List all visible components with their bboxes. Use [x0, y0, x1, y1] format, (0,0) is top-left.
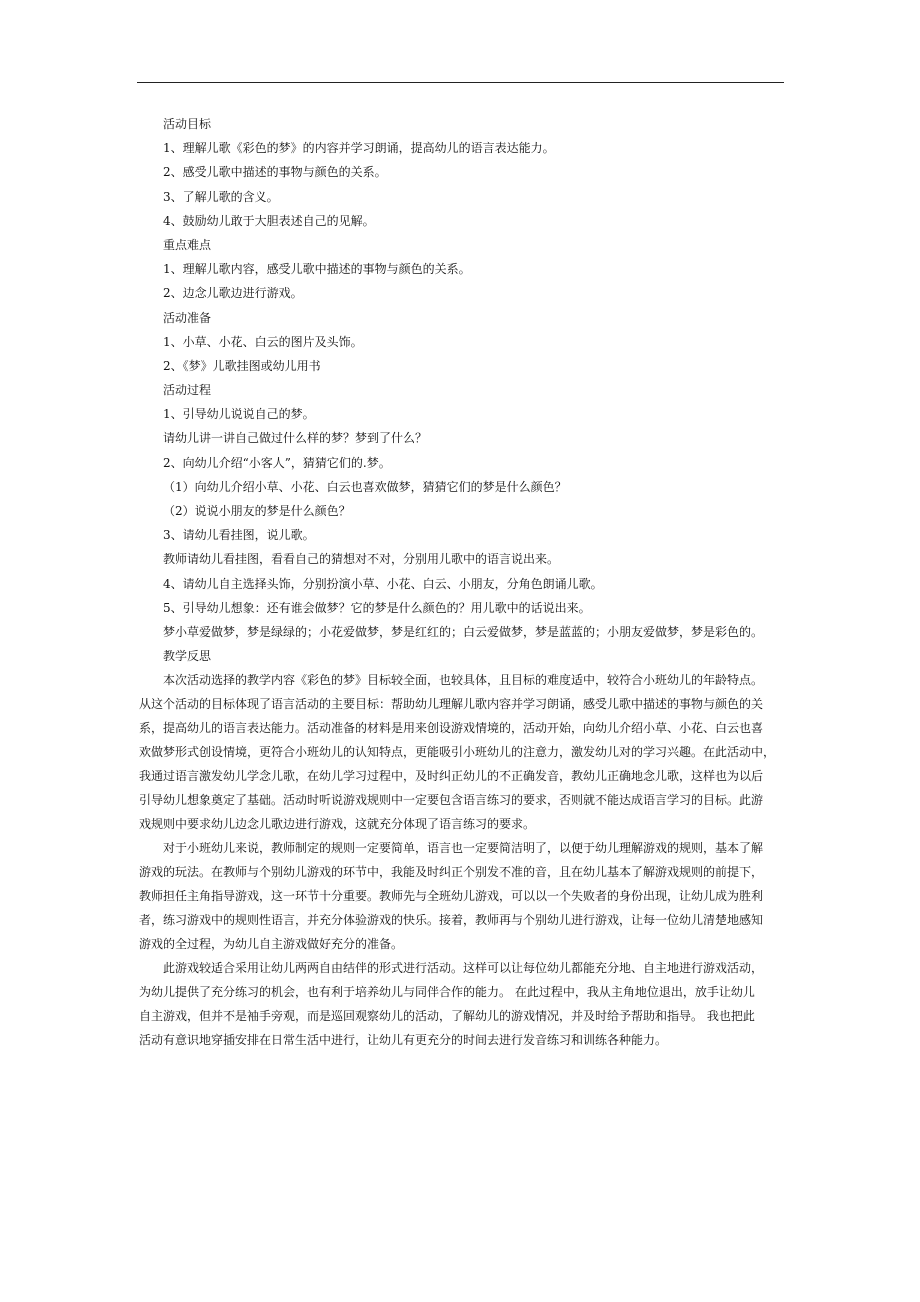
paragraph-line: 活动有意识地穿插安排在日常生活中进行，让幼儿有更充分的时间去进行发音练习和训练各种能力。: [139, 1033, 668, 1048]
process-item: 5、引导幼儿想象：还有谁会做梦？它的梦是什么颜色的？用儿歌中的话说出来。: [163, 600, 591, 615]
process-item: 1、引导幼儿说说自己的梦。: [163, 407, 315, 422]
paragraph-line: 者，练习游戏中的规则性语言，并充分体验游戏的快乐。接着，教师再与个别幼儿进行游戏，让每一位幼儿清楚地感知: [139, 913, 764, 928]
header-rule: [137, 82, 784, 83]
poem-text: 梦小草爱做梦，梦是绿绿的；小花爱做梦，梦是红红的；白云爱做梦，梦是蓝蓝的；小朋友爱做梦，梦是彩色的。: [163, 624, 764, 639]
paragraph-line: 教师担任主角指导游戏，这一环节十分重要。教师先与全班幼儿游戏，可以以一个失败者的身份出现，让幼儿成为胜利: [139, 889, 764, 904]
process-item: 2、向幼儿介绍“小客人”，猜猜它们的.梦。: [163, 455, 391, 470]
reflection-paragraph-3: [139, 956, 785, 1052]
paragraph-line: 为幼儿提供了充分练习的机会，也有利于培养幼儿与同伴合作的能力。 在此过程中，我从主角地位退出，放手让幼儿: [139, 985, 755, 1000]
paragraph-line: 本次活动选择的教学内容《彩色的梦》目标较全面，也较具体，且目标的难度适中，较符合小班幼儿的年龄特点。: [163, 673, 764, 688]
heading-preparation: 活动准备: [163, 310, 212, 325]
heading-key-points: 重点难点: [163, 237, 212, 252]
process-item: 3、请幼儿看挂图，说儿歌。: [163, 528, 315, 543]
paragraph-line: 欢做梦形式创设情境，更符合小班幼儿的认知特点，更能吸引小班幼儿的注意力，激发幼儿对的学习兴趣。在此活动中，: [139, 745, 776, 760]
reflection-paragraph-1: [139, 668, 785, 836]
process-subitem: （2）说说小朋友的梦是什么颜色？: [163, 504, 351, 518]
document-body: [139, 112, 785, 1052]
paragraph-line: 引导幼儿想象奠定了基础。活动时听说游戏规则中一定要包含语言练习的要求，否则就不能达成语言学习的目标。此游: [139, 793, 764, 808]
heading-reflection: 教学反思: [163, 649, 212, 664]
goal-item: 1、理解儿歌《彩色的梦》的内容并学习朗诵，提高幼儿的语言表达能力。: [163, 141, 555, 156]
goal-item: 3、了解儿歌的含义。: [163, 189, 279, 204]
reflection-paragraph-2: [139, 836, 785, 956]
process-item: 4、请幼儿自主选择头饰，分别扮演小草、小花、白云、小朋友，分角色朗诵儿歌。: [163, 576, 603, 591]
paragraph-line: 对于小班幼儿来说，教师制定的规则一定要简单，语言也一定要简洁明了，以便于幼儿理解游戏的规则，基本了解: [163, 841, 764, 856]
paragraph-line: 自主游戏，但并不是袖手旁观，而是巡回观察幼儿的活动，了解幼儿的游戏情况，并及时给予帮助和指导。 我也把此: [139, 1009, 755, 1024]
process-item: 教师请幼儿看挂图，看看自己的猜想对不对，分别用儿歌中的语言说出来。: [163, 552, 560, 567]
goal-item: 4、鼓励幼儿敢于大胆表述自己的见解。: [163, 213, 375, 228]
key-point-item: 1、理解儿歌内容，感受儿歌中描述的事物与颜色的关系。: [163, 262, 471, 277]
goal-item: 2、感受儿歌中描述的事物与颜色的关系。: [163, 165, 387, 180]
paragraph-line: 从这个活动的目标体现了语言活动的主要目标：帮助幼儿理解儿歌内容并学习朗诵，感受儿歌中描述的事物与颜色的关: [139, 697, 764, 712]
paragraph-line: 我通过语言激发幼儿学念儿歌，在幼儿学习过程中，及时纠正幼儿的不正确发音，教幼儿正确地念儿歌，这样也为以后: [139, 769, 764, 784]
paragraph-line: 此游戏较适合采用让幼儿两两自由结伴的形式进行活动。这样可以让每位幼儿都能充分地、自主地进行游戏活动，: [163, 961, 764, 976]
process-item: 请幼儿讲一讲自己做过什么样的梦？梦到了什么？: [163, 431, 428, 446]
heading-goals: 活动目标: [163, 117, 212, 131]
key-point-item: 2、边念儿歌边进行游戏。: [163, 286, 303, 301]
preparation-item: 2、《梦》儿歌挂图或幼儿用书: [163, 358, 321, 373]
preparation-item: 1、小草、小花、白云的图片及头饰。: [163, 334, 363, 349]
paragraph-line: 游戏的全过程，为幼儿自主游戏做好充分的准备。: [139, 937, 404, 952]
paragraph-line: 戏规则中要求幼儿边念儿歌边进行游戏，这就充分体现了语言练习的要求。: [139, 817, 536, 832]
paragraph-line: 游戏的玩法。在教师与个别幼儿游戏的环节中，我能及时纠正个别发不准的音，且在幼儿基本了解游戏规则的前提下，: [139, 865, 764, 880]
paragraph-line: 系，提高幼儿的语言表达能力。活动准备的材料是用来创设游戏情境的，活动开始，向幼儿介绍小草、小花、白云也喜: [139, 721, 764, 736]
process-subitem: （1）向幼儿介绍小草、小花、白云也喜欢做梦，猜猜它们的梦是什么颜色？: [163, 479, 567, 494]
heading-process: 活动过程: [163, 383, 212, 398]
